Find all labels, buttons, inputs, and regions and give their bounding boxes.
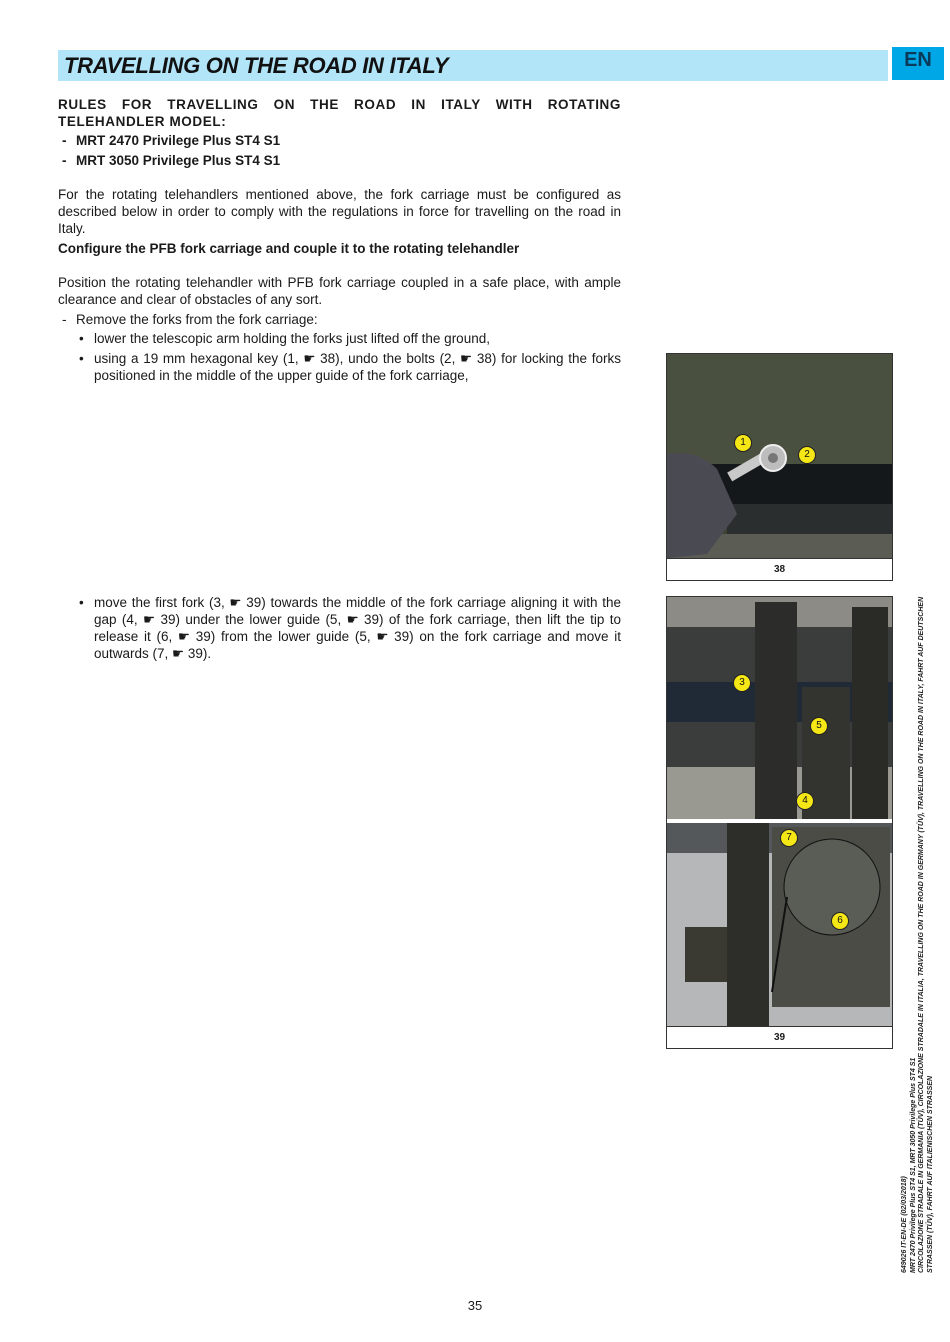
figure-caption: 38 (667, 558, 892, 580)
position-paragraph: Position the rotating telehandler with PFB fork carriage coupled in a safe place, with ample clearance and clear of obstacles of any sort. (58, 275, 621, 307)
marker: 1 (734, 434, 752, 452)
wrench-bolt-photo (667, 354, 892, 558)
figure-caption: 39 (667, 1026, 892, 1048)
figure-39 (666, 596, 893, 1049)
page-title: TRAVELLING ON THE ROAD IN ITALY (64, 53, 449, 78)
sidebar-document-code: 649026 IT-EN-DE (02/03/2018) MRT 2470 Privilege Plus ST4 S1, MRT 3050 Privilege Plus ST4 S1 (901, 1057, 917, 1273)
fork-carriage-photos (667, 597, 892, 1027)
model-item: - MRT 2470 Privilege Plus ST4 S1 (62, 133, 281, 148)
marker: 5 (810, 717, 828, 735)
marker: 7 (780, 829, 798, 847)
figure-38 (666, 353, 893, 581)
bullet-item: • move the first fork (3, ☛ 39) towards the middle of the fork carriage aligning it with the gap (4, ☛ 39) under the lower guide (5, ☛ 39) of the fork carriage, then lift the tip to release it (6, ☛ 39) from the lower guide (5, ☛ 39) on the fork carriage and move it outwards (7, ☛ 39). (79, 595, 621, 661)
rules-heading: RULES FOR TRAVELLING ON THE ROAD IN ITALY WITH ROTATING TELEHANDLER MODEL: (58, 97, 621, 129)
language-tab: EN (892, 47, 944, 80)
page-number: 35 (467, 1298, 483, 1313)
intro-paragraph: For the rotating telehandlers mentioned above, the fork carriage must be configured as described below in order to comply with the regulations in force for travelling on the road in Italy. (58, 187, 621, 236)
model-item: - MRT 3050 Privilege Plus ST4 S1 (62, 153, 281, 168)
section-heading: Configure the PFB fork carriage and couple it to the rotating telehandler (58, 241, 520, 256)
marker: 6 (831, 912, 849, 930)
marker: 4 (796, 792, 814, 810)
marker: 2 (798, 446, 816, 464)
section-title-bar (58, 50, 888, 81)
marker: 3 (733, 674, 751, 692)
bullet-item: • lower the telescopic arm holding the forks just lifted off the ground, (79, 331, 490, 346)
sidebar-title-text: CIRCOLAZIONE STRADALE IN GERMANIA (TÜV), CIRCOLAZIONE STRADALE IN ITALIA, TRAVELLING ON THE ROAD IN GERMANY (TÜV), TRAVELLING ON THE ROAD IN ITALY, FAHRT AUF DEUTSCHEN STRASSEN (TÜV), FAHRT AUF ITALIENISCHEN STRASSEN (918, 596, 934, 1273)
step-remove-forks: - Remove the forks from the fork carriage: (62, 312, 318, 327)
bullet-item: • using a 19 mm hexagonal key (1, ☛ 38), undo the bolts (2, ☛ 38) for locking the forks positioned in the middle of the upper guide of the fork carriage, (79, 351, 621, 383)
